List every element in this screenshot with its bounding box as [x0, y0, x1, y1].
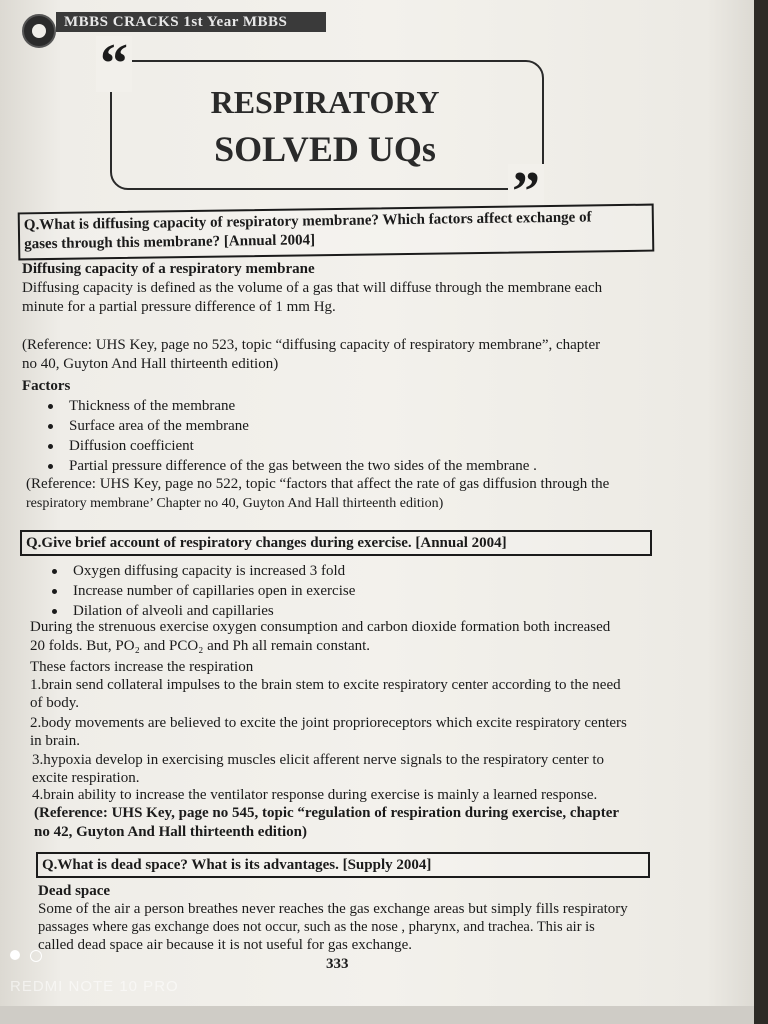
section-heading: Diffusing capacity of a respiratory membrane: [22, 261, 315, 277]
paragraph-line: called dead space air because it is not useful for gas exchange.: [38, 937, 413, 953]
question-2: Q.Give brief account of respiratory changes during exercise. [Annual 2004]: [26, 535, 507, 551]
question-box-2: [20, 530, 652, 556]
paragraph-line: Some of the air a person breathes never reaches the gas exchange areas but simply fills respiratory: [38, 901, 628, 917]
section-heading: Dead space: [38, 883, 111, 899]
page-number: 333: [326, 956, 349, 972]
reference-line: (Reference: UHS Key, page no 522, topic “factors that affect the rate of gas diffusion through the: [26, 476, 610, 492]
paragraph-line: Diffusing capacity is defined as the volume of a gas that will diffuse through the membrane each: [22, 280, 603, 296]
paragraph-line: excite respiration.: [32, 770, 140, 786]
paragraph-line: 4.brain ability to increase the ventilator response during exercise is mainly a learned response.: [32, 787, 598, 803]
chapter-title-line2: SOLVED UQs: [214, 129, 436, 169]
bullet-icon: [52, 569, 57, 574]
camera-watermark: REDMI NOTE 10 PRO: [10, 978, 179, 995]
question-box-1: [18, 204, 655, 261]
title-frame: [110, 60, 544, 190]
page-bottom-edge: [0, 1006, 768, 1024]
paragraph-line: passages where gas exchange does not occur, such as the nose , pharynx, and trachea. This air is: [38, 919, 595, 935]
reference-line: (Reference: UHS Key, page no 523, topic “diffusing capacity of respiratory membrane”, chapter: [22, 337, 601, 353]
paragraph-line: During the strenuous exercise oxygen consumption and carbon dioxide formation both increased: [30, 619, 611, 635]
page-right-edge: [754, 0, 768, 1024]
list-item: Dilation of alveoli and capillaries: [52, 602, 274, 621]
paragraph-line: 20 folds. But, PO₂ and PCO₂ and Ph all remain constant.: [30, 638, 371, 654]
bullet-icon: [52, 609, 57, 614]
quote-close-icon: ”: [508, 164, 544, 220]
book-logo-icon: [22, 14, 56, 48]
list-item: Thickness of the membrane: [48, 397, 235, 416]
paragraph-line: minute for a partial pressure difference of 1 mm Hg.: [22, 299, 336, 315]
reference-line: (Reference: UHS Key, page no 545, topic “regulation of respiration during exercise, chapter: [34, 805, 620, 821]
reference-line: no 42, Guyton And Hall thirteenth edition): [34, 824, 307, 840]
question-3: Q.What is dead space? What is its advantages. [Supply 2004]: [42, 857, 432, 873]
camera-dot-icon: [10, 950, 20, 960]
question-box-3: [36, 852, 650, 878]
paragraph-line: of body.: [30, 695, 80, 711]
camera-ring-icon: [30, 950, 42, 962]
bullet-icon: [52, 589, 57, 594]
bullet-icon: [48, 424, 53, 429]
list-item: Diffusion coefficient: [48, 437, 194, 456]
question-1-line1: Q.What is diffusing capacity of respiratory membrane? Which factors affect exchange of: [23, 209, 592, 234]
bullet-icon: [48, 404, 53, 409]
paragraph-line: 1.brain send collateral impulses to the brain stem to excite respiratory center according to the need: [30, 677, 621, 693]
list-item: Oxygen diffusing capacity is increased 3 fold: [52, 562, 345, 581]
bullet-icon: [48, 444, 53, 449]
quote-open-icon: “: [96, 36, 132, 92]
list-item: Increase number of capillaries open in exercise: [52, 582, 355, 601]
paragraph-line: 3.hypoxia develop in exercising muscles elicit afferent nerve signals to the respiratory center to: [32, 752, 605, 768]
reference-line: respiratory membrane’ Chapter no 40, Guyton And Hall thirteenth edition): [26, 496, 444, 511]
factors-label: Factors: [22, 378, 71, 394]
list-item: Partial pressure difference of the gas between the two sides of the membrane .: [48, 457, 537, 476]
question-1-line2: gases through this membrane? [Annual 2004]: [24, 232, 316, 253]
paragraph-line: 2.body movements are believed to excite the joint proprioreceptors which excite respiratory centers: [30, 715, 627, 731]
paragraph-line: in brain.: [30, 733, 80, 749]
bullet-icon: [48, 464, 53, 469]
paragraph-line: These factors increase the respiration: [30, 659, 254, 675]
running-header: MBBS CRACKS 1st Year MBBS: [56, 12, 326, 32]
chapter-title-line1: RESPIRATORY: [210, 84, 440, 120]
list-item: Surface area of the membrane: [48, 417, 249, 436]
reference-line: no 40, Guyton And Hall thirteenth edition): [22, 356, 279, 372]
